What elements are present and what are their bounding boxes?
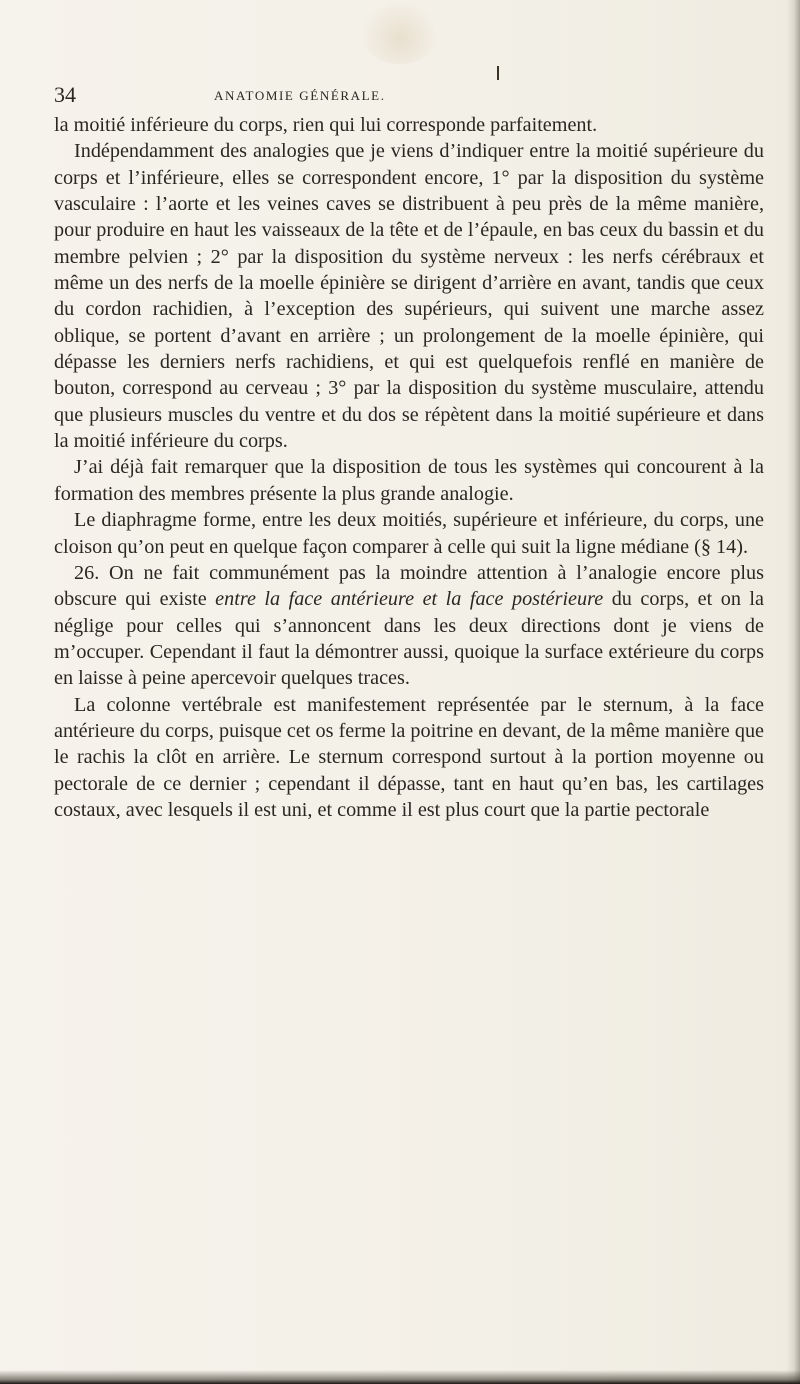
page-bottom-shadow <box>0 1370 800 1384</box>
page-stain <box>360 0 440 64</box>
page-header <box>54 82 754 112</box>
paragraph-sternum <box>54 692 764 824</box>
paragraph-text: Indépendamment des analogies que je viens d’indiquer entre la moitié supérieure du corps et l’inférieure, elles se correspondent encore, 1° par la disposition du système vasculaire : l’aorte et les veines caves se distribuent à peu près de la même manière, pour produire en haut les vaisseaux de la tête et de l’épaule, en bas ceux du bassin et du membre pelvien ; 2° par la disposition du système nerveux : les nerfs cérébraux et même un des nerfs de la moelle épinière se dirigent d’arrière en avant, tandis que ceux du cordon rachidien, à l’exception des supérieurs, qui suivent une marche assez oblique, se portent d’avant en arrière ; un prolongement de la moelle épinière, qui dépasse les derniers nerfs rachidiens, et qui est quelquefois renflé en manière de bouton, correspond au cerveau ; 3° par la disposition du système musculaire, attendu que plusieurs muscles du ventre et du dos se répètent dans la moitié supérieure et dans la moitié inférieure du corps. <box>54 140 764 453</box>
paragraph-text: du corps, et on la néglige pour celles qui s’annoncent dans les deux directions dont je viens de m’occuper. Cependant il faut la démontrer aussi, quoique la surface extérieure du corps en laisse à peine apercevoir quelques traces. <box>54 588 764 690</box>
ink-mark <box>497 66 499 80</box>
paragraph-text: la moitié inférieure du corps, rien qui lui corresponde parfaitement. <box>54 114 598 136</box>
body-text <box>54 112 764 823</box>
paragraph-members <box>54 454 764 507</box>
paragraph-analogies <box>54 138 764 454</box>
paragraph-text: J’ai déjà fait remarquer que la disposition de tous les systèmes qui concourent à la formation des membres présente la plus grande analogie. <box>54 456 764 505</box>
italic-phrase: entre la face antérieure et la face postérieure <box>215 588 604 611</box>
running-title: ANATOMIE GÉNÉRALE. <box>214 88 386 103</box>
paragraph-text: 26. On ne fait communément pas la moindre attention à l’analogie encore plus obscure qui existe <box>54 561 764 611</box>
paragraph-continuation <box>54 112 764 138</box>
page-number: 34 <box>54 82 76 107</box>
paragraph-text: Le diaphragme forme, entre les deux moitiés, supérieure et inférieure, du corps, une cloison qu’on peut en quelque façon comparer à celle qui suit la ligne médiane (§ 14). <box>54 509 764 558</box>
paragraph-text: La colonne vertébrale est manifestement représentée par le sternum, à la face antérieure du corps, puisque cet os ferme la poitrine en devant, de la même manière que le rachis la clôt en arrière. Le sternum correspond surtout à la portion moyenne ou pectorale de ce dernier ; cependant il dépasse, tant en haut qu’en bas, les cartilages costaux, avec lesquels il est uni, et comme il est plus court que la partie pectorale <box>54 693 764 821</box>
page-edge-shadow <box>786 0 800 1384</box>
paragraph-section-26 <box>54 560 764 692</box>
paragraph-diaphragm <box>54 507 764 560</box>
